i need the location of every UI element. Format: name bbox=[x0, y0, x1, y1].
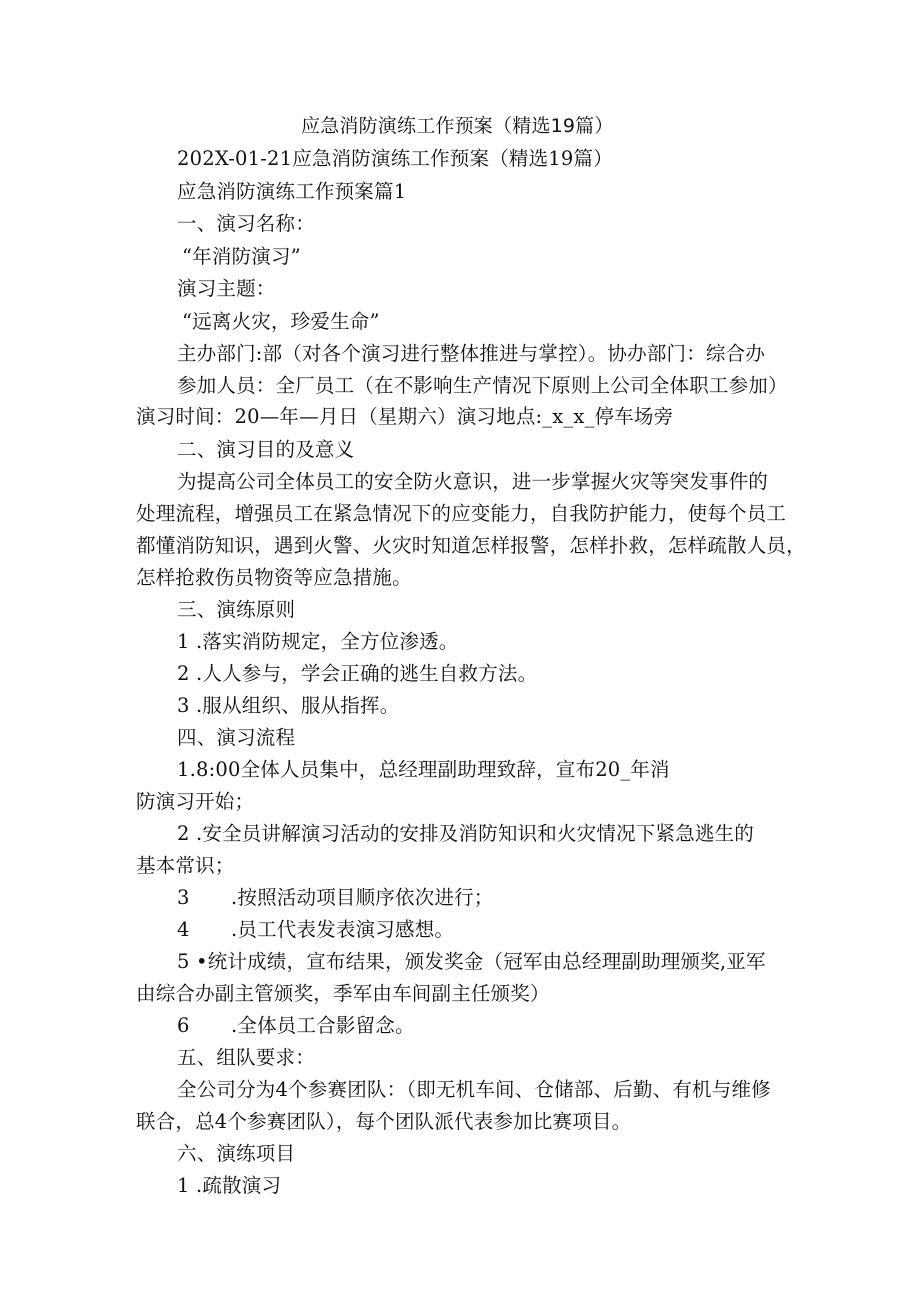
heading-flow: 四、演习流程 bbox=[177, 726, 296, 749]
flow-item-4-number: 4 bbox=[177, 918, 190, 941]
flow-item-3-number: 3 bbox=[177, 886, 190, 909]
time-place-line: 演习时间：20—年—月日（星期六）演习地点:_x_x_停车场旁 bbox=[136, 405, 674, 428]
flow-item-2-cont: 基本常识； bbox=[136, 854, 235, 877]
drill-item-1: 1 .疏散演习 bbox=[177, 1174, 282, 1197]
heading-principles: 三、演练原则 bbox=[177, 598, 296, 621]
flow-item-3 bbox=[177, 885, 494, 911]
heading-items: 六、演练项目 bbox=[177, 1142, 296, 1165]
principle-item: 3 .服从组织、服从指挥。 bbox=[177, 694, 400, 717]
theme-label: 演习主题： bbox=[177, 277, 276, 300]
flow-item-1-cont: 防演习开始； bbox=[136, 790, 255, 813]
purpose-line: 都懂消防知识，遇到火警、火灾时知道怎样报警，怎样扑救，怎样疏散人员， bbox=[136, 534, 806, 557]
flow-item-6 bbox=[177, 1013, 415, 1039]
organizer-line: 主办部门:部（对各个演习进行整体推进与掌控）。协办部门：综合办 bbox=[177, 342, 766, 365]
participants-line: 参加人员：全厂员工（在不影响生产情况下原则上公司全体职工参加） bbox=[177, 374, 788, 397]
flow-item-4 bbox=[177, 917, 454, 943]
flow-item-4-text: .员工代表发表演习感想。 bbox=[231, 918, 455, 941]
principle-item: 1 .落实消防规定，全方位渗透。 bbox=[177, 630, 459, 653]
flow-item-5: 5 •统计成绩，宣布结果，颁发奖金（冠军由总经理副助理颁奖,亚军 bbox=[177, 950, 766, 973]
flow-item-5-cont: 由综合办副主管颁奖，季军由车间副主任颁奖） bbox=[136, 982, 550, 1005]
flow-item-6-text: .全体员工合影留念。 bbox=[231, 1014, 415, 1037]
drill-name: “年消防演习” bbox=[182, 245, 301, 268]
date-line: 202X-01-21应急消防演练工作预案（精选19篇） bbox=[177, 147, 613, 170]
heading-drill-name: 一、演习名称： bbox=[177, 212, 315, 235]
section-title: 应急消防演练工作预案篇1 bbox=[177, 180, 407, 203]
team-line: 联合，总4个参赛团队），每个团队派代表参加比赛项目。 bbox=[136, 1110, 632, 1133]
purpose-line: 怎样抢救伤员物资等应急措施。 bbox=[136, 566, 412, 589]
theme-text: “远离火灾，珍爱生命” bbox=[182, 310, 380, 333]
team-line: 全公司分为4个参赛团队：（即无机车间、仓储部、后勤、有机与维修 bbox=[177, 1078, 771, 1101]
heading-team: 五、组队要求： bbox=[177, 1046, 315, 1069]
purpose-line: 为提高公司全体员工的安全防火意识，进一步掌握火灾等突发事件的 bbox=[177, 470, 769, 493]
flow-item-3-text: .按照活动项目顺序依次进行； bbox=[231, 886, 494, 909]
flow-item-1: 1.8:00全体人员集中，总经理副助理致辞，宣布20_年消 bbox=[177, 758, 670, 781]
heading-purpose: 二、演习目的及意义 bbox=[177, 438, 355, 461]
purpose-line: 处理流程，增强员工在紧急情况下的应变能力，自我防护能力，使每个员工 bbox=[136, 502, 787, 525]
flow-item-6-number: 6 bbox=[177, 1014, 190, 1037]
principle-item: 2 .人人参与，学会正确的逃生自救方法。 bbox=[177, 662, 538, 685]
document-title: 应急消防演练工作预案（精选19篇） bbox=[301, 115, 614, 137]
flow-item-2: 2 .安全员讲解演习活动的安排及消防知识和火灾情况下紧急逃生的 bbox=[177, 822, 755, 845]
